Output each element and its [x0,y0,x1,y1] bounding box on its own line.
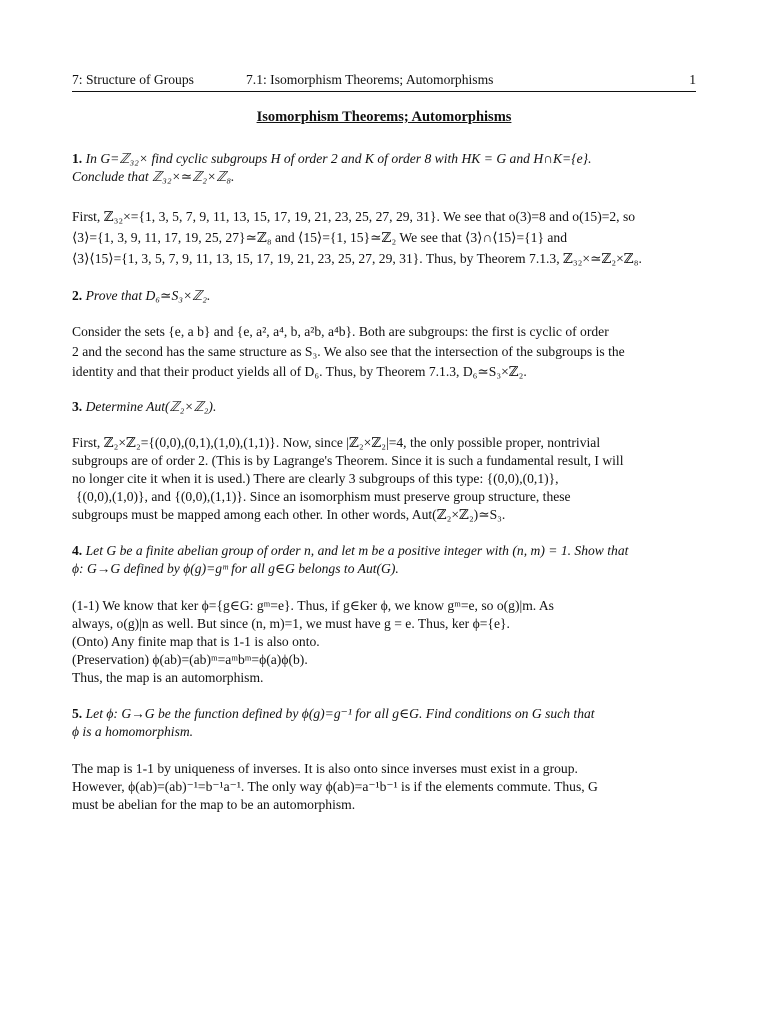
answer-line: subgroups must be mapped among each other. In other words, Aut(ℤ₂×ℤ₂)≃S₃. [72,507,506,522]
answer-line: First, ℤ₃₂×={1, 3, 5, 7, 9, 11, 13, 15, 17, 19, 21, 23, 25, 27, 29, 31}. We see that o(3)=8 and o(15)=2, so [72,209,636,224]
problem-2-answer [72,323,696,381]
answer-line: ⟨3⟩={1, 3, 9, 11, 17, 19, 25, 27}≃ℤ₈ and ⟨15⟩={1, 15}≃ℤ₂ We see that ⟨3⟩∩⟨15⟩={1} and [72,230,568,245]
answer-line: First, ℤ₂×ℤ₂={(0,0),(0,1),(1,0),(1,1)}. Now, since |ℤ₂×ℤ₂|=4, the only possible proper, nontrivial [72,435,601,450]
problem-4-question [72,542,696,578]
answer-line: subgroups are of order 2. (This is by Lagrange's Theorem. Since it is such a fundamental result, I will [72,453,624,468]
problem-5-answer [72,760,696,814]
question-line: Conclude that ℤ₃₂×≃ℤ₂×ℤ₈. [72,169,235,184]
problem-3-question [72,398,696,416]
header-section: 7.1: Isomorphism Theorems; Automorphisms [246,72,494,87]
answer-line: always, o(g)|n as well. But since (n, m)=1, we must have g = e. Thus, ker ϕ={e}. [72,616,510,631]
answer-line: Thus, the map is an automorphism. [72,670,264,685]
header-page-number: 1 [689,72,696,87]
page-title: Isomorphism Theorems; Automorphisms [256,109,512,125]
question-line: 5. Let ϕ: G→G be the function defined by ϕ(g)=g⁻¹ for all g∈G. Find conditions on G such that [72,706,595,721]
answer-line: {(0,0),(1,0)}, and {(0,0),(1,1)}. Since an isomorphism must preserve group structure, these [76,489,571,504]
answer-line: Consider the sets {e, a b} and {e, a², a⁴, b, a²b, a⁴b}. Both are subgroups: the first is cyclic of order [72,324,609,339]
problem-3-answer [72,434,696,524]
answer-line: (Preservation) ϕ(ab)=(ab)ᵐ=aᵐbᵐ=ϕ(a)ϕ(b). [72,652,308,667]
question-line: ϕ: G→G defined by ϕ(g)=gᵐ for all g∈G belongs to Aut(G). [72,561,399,576]
problem-4-answer [72,597,696,687]
answer-line: identity and that their product yields all of D₆. Thus, by Theorem 7.1.3, D₆≃S₃×ℤ₂. [72,364,527,379]
problem-1-question [72,150,696,186]
answer-line: ⟨3⟩⟨15⟩={1, 3, 5, 7, 9, 11, 13, 15, 17, 19, 21, 23, 25, 27, 29, 31}. Thus, by Theorem 7.1.3, ℤ₃₂×≃ℤ₂×ℤ₈. [72,251,642,266]
question-line: 2. Prove that D₆≃S₃×ℤ₂. [72,288,211,303]
question-line: 4. Let G be a finite abelian group of order n, and let m be a positive integer with (n, m) = 1. Show that [72,543,629,558]
question-line: 1. In G=ℤ₃₂× find cyclic subgroups H of order 2 and K of order 8 with HK = G and H∩K={e}. [72,151,592,166]
problem-2-question [72,287,696,305]
answer-line: The map is 1-1 by uniqueness of inverses. It is also onto since inverses must exist in a group. [72,761,578,776]
header-chapter: 7: Structure of Groups [72,72,194,87]
answer-line: (1-1) We know that ker ϕ={g∈G: gᵐ=e}. Thus, if g∈ker ϕ, we know gᵐ=e, so o(g)|m. As [72,598,554,613]
answer-line: (Onto) Any finite map that is 1-1 is also onto. [72,634,320,649]
question-line: ϕ is a homomorphism. [72,724,194,739]
running-header [72,71,696,92]
answer-line: must be abelian for the map to be an automorphism. [72,797,356,812]
question-line: 3. Determine Aut(ℤ₂×ℤ₂). [72,399,217,414]
problem-1-answer [72,208,696,268]
answer-line: no longer cite it when it is used.) There are clearly 3 subgroups of this type: {(0,0),(0,1)}, [72,471,559,486]
answer-line: 2 and the second has the same structure as S₃. We also see that the intersection of the subgroups is the [72,344,625,359]
problem-5-question [72,705,696,741]
answer-line: However, ϕ(ab)=(ab)⁻¹=b⁻¹a⁻¹. The only way ϕ(ab)=a⁻¹b⁻¹ is if the elements commute. Thus, G [72,779,598,794]
